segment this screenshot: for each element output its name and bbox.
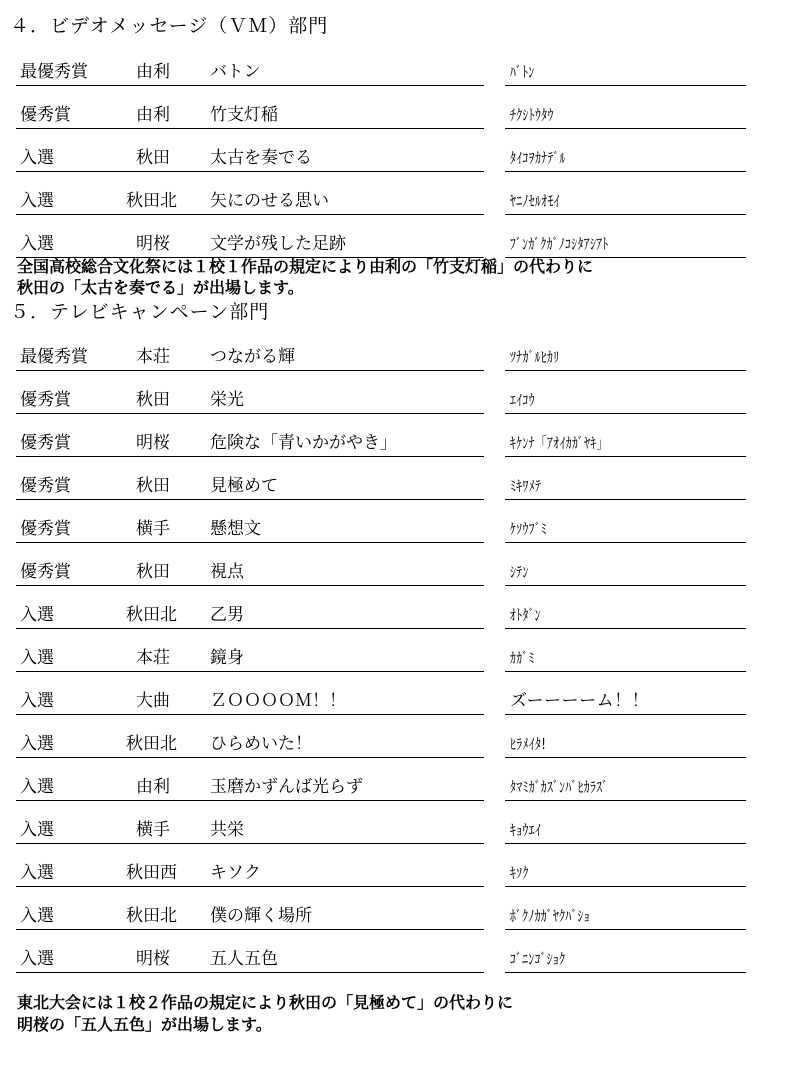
underline [505, 671, 746, 672]
underline [16, 370, 484, 371]
award-cell: 入選 [20, 234, 54, 254]
underline [16, 714, 484, 715]
school-cell: 明桜 [136, 433, 170, 453]
underline [16, 413, 484, 414]
section4-note-line1: 全国高校総合文化祭には１校１作品の規定により由利の「竹支灯稲」の代わりに [17, 257, 594, 276]
underline [505, 800, 746, 801]
underline [16, 499, 484, 500]
table-row [0, 515, 805, 545]
underline [505, 757, 746, 758]
school-cell: 明桜 [136, 949, 170, 969]
underline [16, 542, 484, 543]
underline [16, 800, 484, 801]
underline [505, 171, 746, 172]
table-row [0, 58, 805, 88]
table-row [0, 816, 805, 846]
underline [16, 456, 484, 457]
school-cell: 秋田北 [126, 605, 177, 625]
school-cell: 秋田 [136, 476, 170, 496]
table-row [0, 101, 805, 131]
school-cell: 秋田西 [126, 863, 177, 883]
school-cell: 横手 [136, 820, 170, 840]
school-cell: 大曲 [136, 691, 170, 711]
reading-cell: ﾔﾆﾉｾﾙｵﾓｲ [510, 192, 560, 210]
reading-cell: ﾂﾅｶﾞﾙﾋｶﾘ [510, 348, 560, 366]
underline [505, 628, 746, 629]
table-row [0, 144, 805, 174]
title-cell: バトン [210, 62, 261, 82]
table-row [0, 859, 805, 889]
school-cell: 秋田 [136, 562, 170, 582]
underline [16, 628, 484, 629]
reading-cell: ｷｹﾝﾅ「ｱｵｲｶｶﾞﾔｷ」 [510, 434, 609, 452]
title-cell: 僕の輝く場所 [210, 906, 312, 926]
award-cell: 入選 [20, 148, 54, 168]
underline [16, 843, 484, 844]
table-row [0, 644, 805, 674]
underline [505, 370, 746, 371]
title-cell: 矢にのせる思い [210, 191, 329, 211]
underline [16, 85, 484, 86]
underline [505, 128, 746, 129]
table-row [0, 386, 805, 416]
reading-cell: ﾐｷﾜﾒﾃ [510, 477, 542, 495]
underline [505, 413, 746, 414]
title-cell: 太古を奏でる [210, 148, 312, 168]
section5-note-line1: 東北大会には１校２作品の規定により秋田の「見極めて」の代わりに [17, 993, 514, 1012]
school-cell: 本荘 [136, 648, 170, 668]
title-cell: 視点 [210, 562, 244, 582]
award-cell: 優秀賞 [20, 562, 71, 582]
title-cell: つながる輝 [210, 347, 295, 367]
underline [505, 456, 746, 457]
reading-cell: ｵﾄﾀﾞﾝ [510, 606, 541, 624]
award-cell: 最優秀賞 [20, 62, 88, 82]
school-cell: 秋田北 [126, 734, 177, 754]
table-row [0, 558, 805, 588]
reading-cell: ｴｲｺｳ [510, 391, 535, 409]
award-cell: 入選 [20, 820, 54, 840]
table-row [0, 773, 805, 803]
award-cell: 入選 [20, 605, 54, 625]
school-cell: 由利 [136, 62, 170, 82]
underline [505, 886, 746, 887]
title-cell: 玉磨かずんば光らず [210, 777, 363, 797]
reading-cell: ｺﾞﾆﾝｺﾞｼｮｸ [510, 950, 566, 968]
underline [505, 843, 746, 844]
school-cell: 秋田北 [126, 906, 177, 926]
title-cell: 見極めて [210, 476, 278, 496]
section5-note-line2: 明桜の「五人五色」が出場します。 [17, 1015, 272, 1034]
table-row [0, 601, 805, 631]
underline [505, 972, 746, 973]
title-cell: 共栄 [210, 820, 244, 840]
underline [505, 499, 746, 500]
school-cell: 明桜 [136, 234, 170, 254]
table-row [0, 187, 805, 217]
award-cell: 入選 [20, 906, 54, 926]
table-row [0, 945, 805, 975]
title-cell: 竹支灯稲 [210, 105, 278, 125]
table-row [0, 429, 805, 459]
title-cell: 鏡身 [210, 648, 244, 668]
underline [505, 714, 746, 715]
underline [16, 929, 484, 930]
award-cell: 入選 [20, 691, 54, 711]
table-row [0, 902, 805, 932]
underline [505, 85, 746, 86]
award-cell: 優秀賞 [20, 519, 71, 539]
reading-cell: ｷｿｸ [510, 864, 529, 882]
title-cell: 懸想文 [210, 519, 261, 539]
underline [505, 542, 746, 543]
title-cell: 五人五色 [210, 949, 278, 969]
underline [16, 757, 484, 758]
school-cell: 本荘 [136, 347, 170, 367]
award-cell: 優秀賞 [20, 390, 71, 410]
table-row [0, 687, 805, 717]
award-cell: 入選 [20, 863, 54, 883]
school-cell: 由利 [136, 105, 170, 125]
reading-cell: ﾀﾏﾐｶﾞｶｽﾞﾝﾊﾞﾋｶﾗｽﾞ [510, 778, 609, 796]
reading-cell: ｹｿｳﾌﾞﾐ [510, 520, 548, 538]
title-cell: 文学が残した足跡 [210, 234, 346, 254]
award-cell: 優秀賞 [20, 105, 71, 125]
award-cell: 入選 [20, 734, 54, 754]
section4-note-line2: 秋田の「太古を奏でる」が出場します。 [17, 278, 304, 297]
award-cell: 入選 [20, 191, 54, 211]
table-row [0, 730, 805, 760]
reading-cell: ﾊﾞﾄﾝ [510, 63, 535, 81]
reading-cell: ズーーーーム！！ [510, 691, 650, 711]
underline [16, 972, 484, 973]
title-cell: ひらめいた！ [210, 734, 312, 754]
reading-cell: ﾀｲｺｦｶﾅﾃﾞﾙ [510, 149, 566, 167]
award-cell: 入選 [20, 949, 54, 969]
school-cell: 秋田 [136, 390, 170, 410]
title-cell: キソク [210, 863, 261, 883]
school-cell: 横手 [136, 519, 170, 539]
award-cell: 入選 [20, 777, 54, 797]
underline [16, 585, 484, 586]
underline [16, 214, 484, 215]
award-cell: 優秀賞 [20, 476, 71, 496]
table-row [0, 230, 805, 260]
reading-cell: ｷｮｳｴｲ [510, 821, 542, 839]
reading-cell: ﾎﾞｸﾉｶｶﾞﾔｸﾊﾞｼｮ [510, 907, 590, 925]
title-cell: 乙男 [210, 605, 244, 625]
reading-cell: ｶｶﾞﾐ [510, 649, 535, 667]
underline [505, 929, 746, 930]
reading-cell: ﾋﾗﾒｲﾀ! [510, 735, 547, 753]
table-row [0, 472, 805, 502]
title-cell: 危険な「青いかがやき」 [210, 433, 397, 453]
award-cell: 優秀賞 [20, 433, 71, 453]
reading-cell: ｼﾃﾝ [510, 563, 529, 581]
section4-heading: ４．ビデオメッセージ（ＶＭ）部門 [10, 15, 329, 37]
section5-heading: ５．テレビキャンペーン部門 [10, 301, 270, 323]
underline [16, 886, 484, 887]
reading-cell: ﾌﾞﾝｶﾞｸｶﾞﾉｺｼﾀｱｼｱﾄ [510, 235, 609, 253]
underline [505, 585, 746, 586]
school-cell: 由利 [136, 777, 170, 797]
title-cell: 栄光 [210, 390, 244, 410]
award-cell: 最優秀賞 [20, 347, 88, 367]
school-cell: 秋田 [136, 148, 170, 168]
underline [16, 671, 484, 672]
underline [16, 171, 484, 172]
underline [16, 128, 484, 129]
award-cell: 入選 [20, 648, 54, 668]
school-cell: 秋田北 [126, 191, 177, 211]
reading-cell: ﾁｸｼﾄｳﾀｳ [510, 106, 554, 124]
title-cell: ＺＯＯＯＯＭ！！ [210, 691, 346, 711]
table-row [0, 343, 805, 373]
underline [505, 214, 746, 215]
